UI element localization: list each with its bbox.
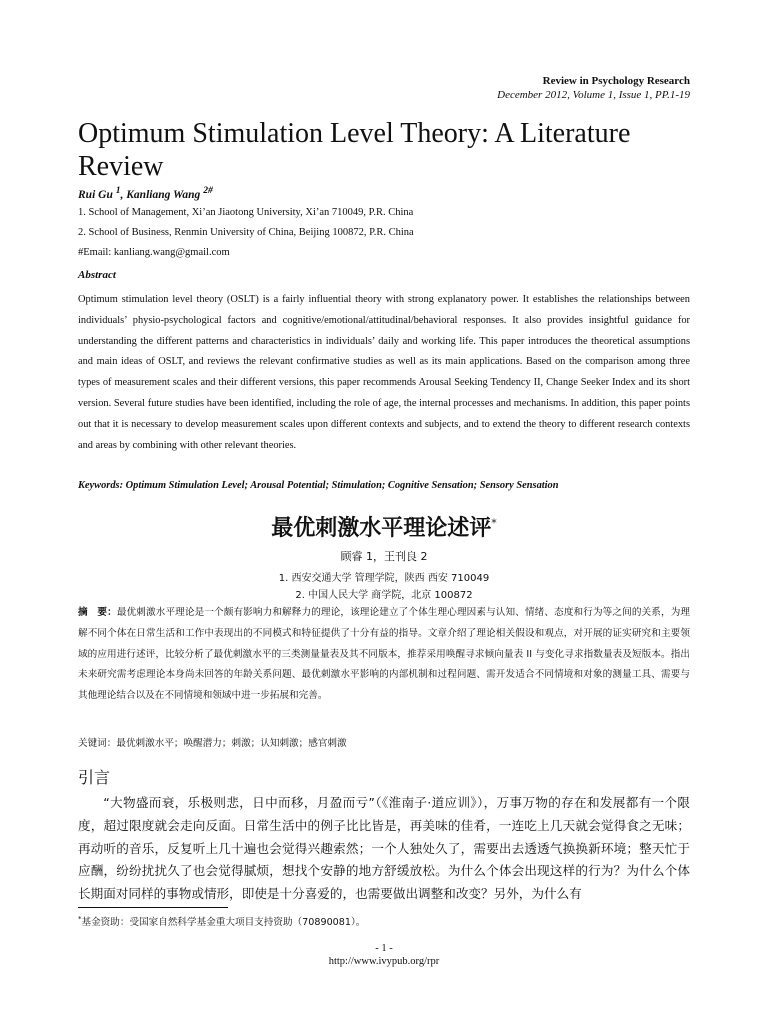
- footnote-mark: *: [78, 914, 82, 923]
- chinese-title-text: 最优刺激水平理论述评: [271, 516, 492, 541]
- paper-title: Optimum Stimulation Level Theory: A Literature Review: [78, 118, 631, 182]
- contact-email: #Email: kanliang.wang@gmail.com: [78, 247, 230, 258]
- chinese-abstract: [78, 603, 690, 707]
- chinese-keywords: 关键词：最优刺激水平；唤醒潜力；刺激；认知刺激；感官刺激: [78, 738, 347, 749]
- author-separator: ,: [120, 188, 127, 201]
- chinese-authors: 顾睿 1，王刊良 2: [340, 550, 428, 563]
- chinese-abstract-label: 摘 要：: [78, 607, 117, 618]
- journal-header: [497, 74, 690, 102]
- affiliation-2: 2. School of Business, Renmin University of China, Beijing 100872, P.R. China: [78, 227, 414, 238]
- journal-name: Review in Psychology Research: [542, 75, 690, 87]
- body-paragraph: “大物盛而衰，乐极则悲，日中而移，月盈而亏”（《淮南子·道应训》），万事万物的存在和发展都有一个限度，超过限度就会走向反面。日常生活中的例子比比皆是，再美味的佳肴，一连吃上几天就会觉得食之无味；再动听的音乐，反复听上几十遍也会觉得兴趣索然；一个人独处久了，需要出去透透气换换新环境；整天忙于应酬，纷纷扰扰久了也会觉得腻烦，想找个安静的地方舒缓放松。为什么个体会出现这样的行为？为什么个体长期面对同样的事物或情形，即使是十分喜爱的，也需要做出调整和改变？另外，为什么有: [78, 795, 690, 902]
- page-number: - 1 -: [375, 943, 393, 954]
- author-2: Kanliang Wang: [126, 188, 201, 201]
- chinese-title: [0, 511, 768, 542]
- abstract-heading: Abstract: [78, 269, 116, 281]
- author-1-affil: 1: [115, 185, 121, 196]
- footnote-divider: [78, 907, 228, 908]
- chinese-title-footnote-mark: *: [491, 516, 497, 530]
- affiliation-1: 1. School of Management, Xi’an Jiaotong University, Xi’an 710049, P.R. China: [78, 207, 414, 218]
- chinese-affiliation-1: 1. 西安交通大学 管理学院，陕西 西安 710049: [278, 573, 490, 584]
- journal-issue: December 2012, Volume 1, Issue 1, PP.1-19: [497, 89, 690, 101]
- footnote-text: 基金资助：受国家自然科学基金重大项目支持资助（70890081）。: [81, 917, 366, 928]
- abstract-text: Optimum stimulation level theory (OSLT) is a fairly influential theory with strong explanatory power. It establishes the relationships between individuals’ physio-psychological factors and cognitive/emotional/attitudinal/behavioral responses. It also provides insightful guidance for understanding the different patterns and characteristics in individuals’ daily and working life. This paper introduces the theoretical assumptions and main ideas of OSLT, and reviews the relevant confirmative studies as well as its main applications. Based on the comparison among three types of measurement scales and their different versions, this paper recommends Arousal Seeking Tendency II, Change Seeker Index and its short version. Several future studies have been identified, including the role of age, the internal processes and mechanisms. In addition, this paper points out that it is necessary to develop measurement scales upon different contexts and subjects, and to extend the theory to different research contexts and areas by combining with other relevant theories.: [78, 294, 690, 451]
- footnote: [78, 914, 365, 928]
- chinese-affiliation-2: 2. 中国人民大学 商学院，北京 100872: [295, 590, 473, 601]
- keywords: Keywords: Optimum Stimulation Level; Arousal Potential; Stimulation; Cognitive Sensation; Sensory Sensation: [78, 480, 559, 491]
- authors-line: [78, 185, 213, 201]
- section-heading: 引言: [78, 768, 111, 787]
- author-2-affil: 2#: [203, 185, 213, 196]
- journal-url[interactable]: http://www.ivypub.org/rpr: [328, 956, 440, 967]
- chinese-abstract-text: 最优刺激水平理论是一个颇有影响力和解释力的理论，该理论建立了个体生理心理因素与认知、情绪、态度和行为等之间的关系，为理解不同个体在日常生活和工作中表现出的不同模式和特征提供了十分有益的指导。文章介绍了理论相关假设和观点，对开展的证实研究和主要领域的应用进行述评，比较分析了最优刺激水平的三类测量量表及其不同版本，推荐采用唤醒寻求倾向量表 II 与变化寻求指数量表及短版本。指出未来研究需考虑理论本身尚未回答的年龄关系问题、最优刺激水平影响的内部机制和过程问题、需开发适合不同情境和对象的测量工具、需要与其他理论结合以及在不同情境和领域中进一步拓展和完善。: [78, 607, 691, 702]
- author-1: Rui Gu: [78, 188, 113, 201]
